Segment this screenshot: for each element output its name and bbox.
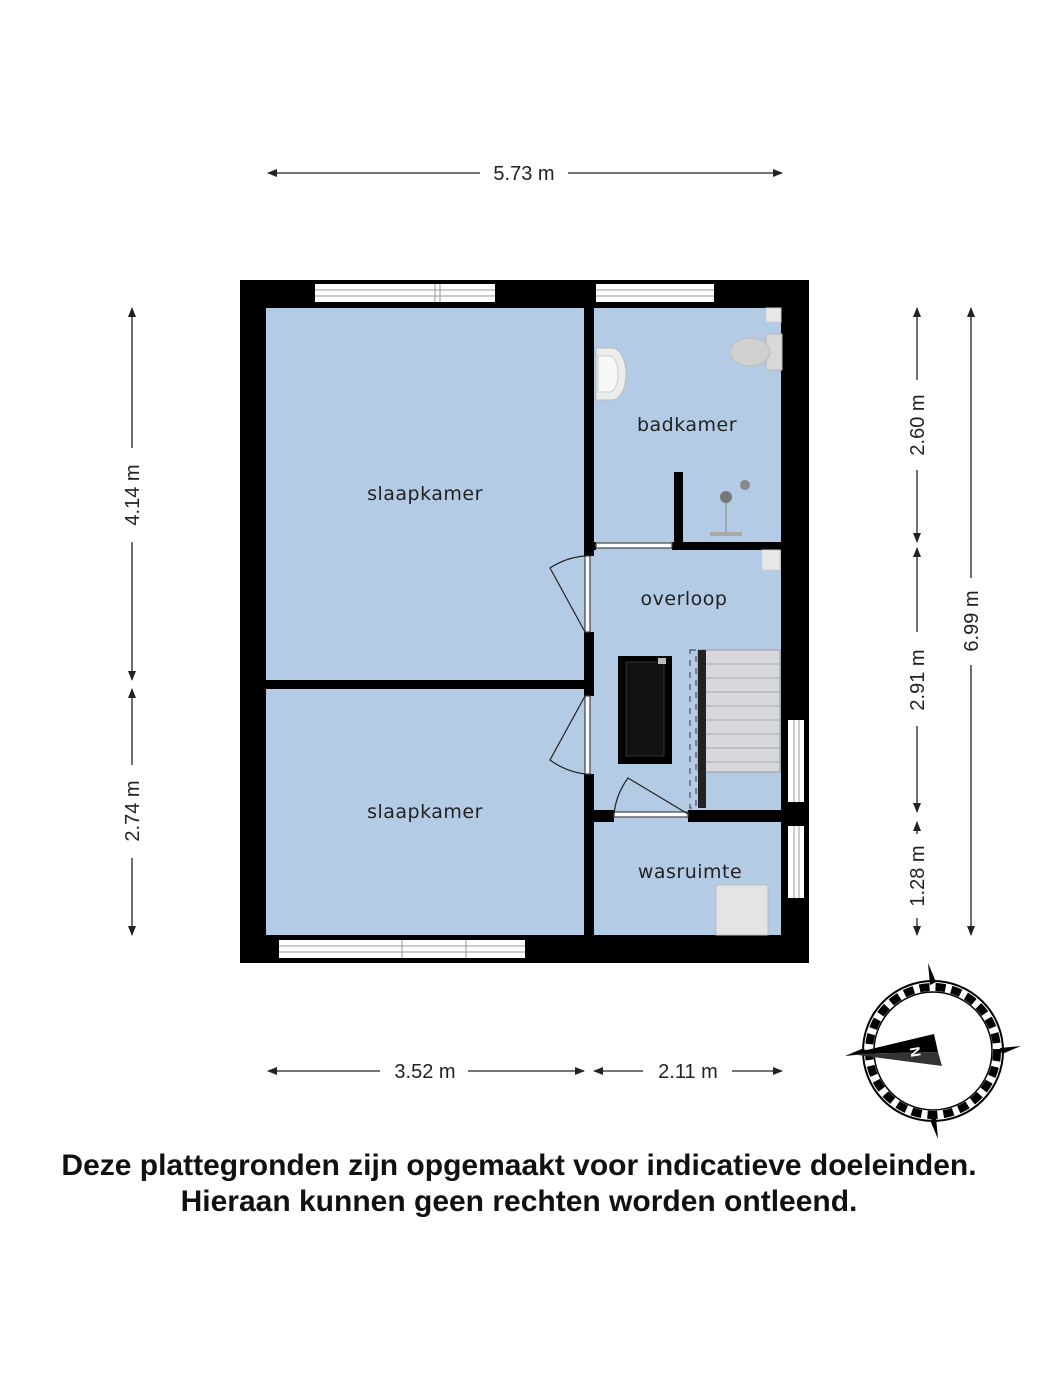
window-top-right: [596, 284, 714, 302]
label-bedroom-bottom: slaapkamer: [367, 801, 483, 823]
washing-machine-icon: [716, 885, 768, 935]
dimension-left-lower-height-label: 2.74 m: [122, 780, 144, 842]
shower-wall: [674, 472, 683, 550]
dimension-bottom-right-width: [594, 1061, 782, 1083]
window-right-landing: [788, 720, 804, 802]
landing-corner-fixture: [762, 550, 780, 570]
dimension-right-lower-height: [907, 822, 929, 935]
dimension-right-upper-height-label: 2.60 m: [907, 394, 929, 456]
dimension-total-width-label: 5.73 m: [493, 163, 555, 185]
disclaimer-line-2: Hieraan kunnen geen rechten worden ontleend.: [180, 1185, 858, 1218]
dimension-left-upper-height: [122, 308, 144, 680]
window-right-laundry: [788, 826, 804, 898]
sink-icon: [596, 348, 626, 400]
window-bottom: [279, 940, 525, 958]
bathroom-corner-fixture: [766, 308, 781, 322]
compass-icon: [845, 963, 1021, 1139]
dimension-total-height-label: 6.99 m: [961, 590, 983, 652]
compass-north-label: N: [906, 1045, 924, 1059]
label-landing: overloop: [640, 588, 728, 610]
attic-hatch-icon: [618, 656, 672, 764]
dimension-right-middle-height: [907, 548, 929, 812]
dimension-right-lower-height-label: 1.28 m: [907, 845, 929, 907]
label-bathroom: badkamer: [636, 414, 738, 436]
disclaimer-line-1: Deze plattegronden zijn opgemaakt voor indicatieve doeleinden.: [61, 1149, 977, 1182]
dimension-total-height: [961, 308, 983, 935]
dimension-total-width: [268, 163, 782, 185]
dimension-bottom-right-width-label: 2.11 m: [658, 1061, 718, 1083]
dimension-bottom-left-width-label: 3.52 m: [394, 1061, 456, 1083]
dimension-bottom-left-width: [268, 1061, 584, 1083]
dimension-right-upper-height: [907, 308, 929, 542]
door-swing-bathroom: [596, 543, 672, 548]
dimension-right-middle-height-label: 2.91 m: [907, 649, 929, 711]
label-bedroom-top: slaapkamer: [367, 483, 483, 505]
window-top-left: [315, 284, 495, 302]
label-laundry: wasruimte: [637, 861, 743, 883]
dimension-left-lower-height: [122, 689, 144, 935]
dimension-left-upper-height-label: 4.14 m: [122, 464, 144, 526]
